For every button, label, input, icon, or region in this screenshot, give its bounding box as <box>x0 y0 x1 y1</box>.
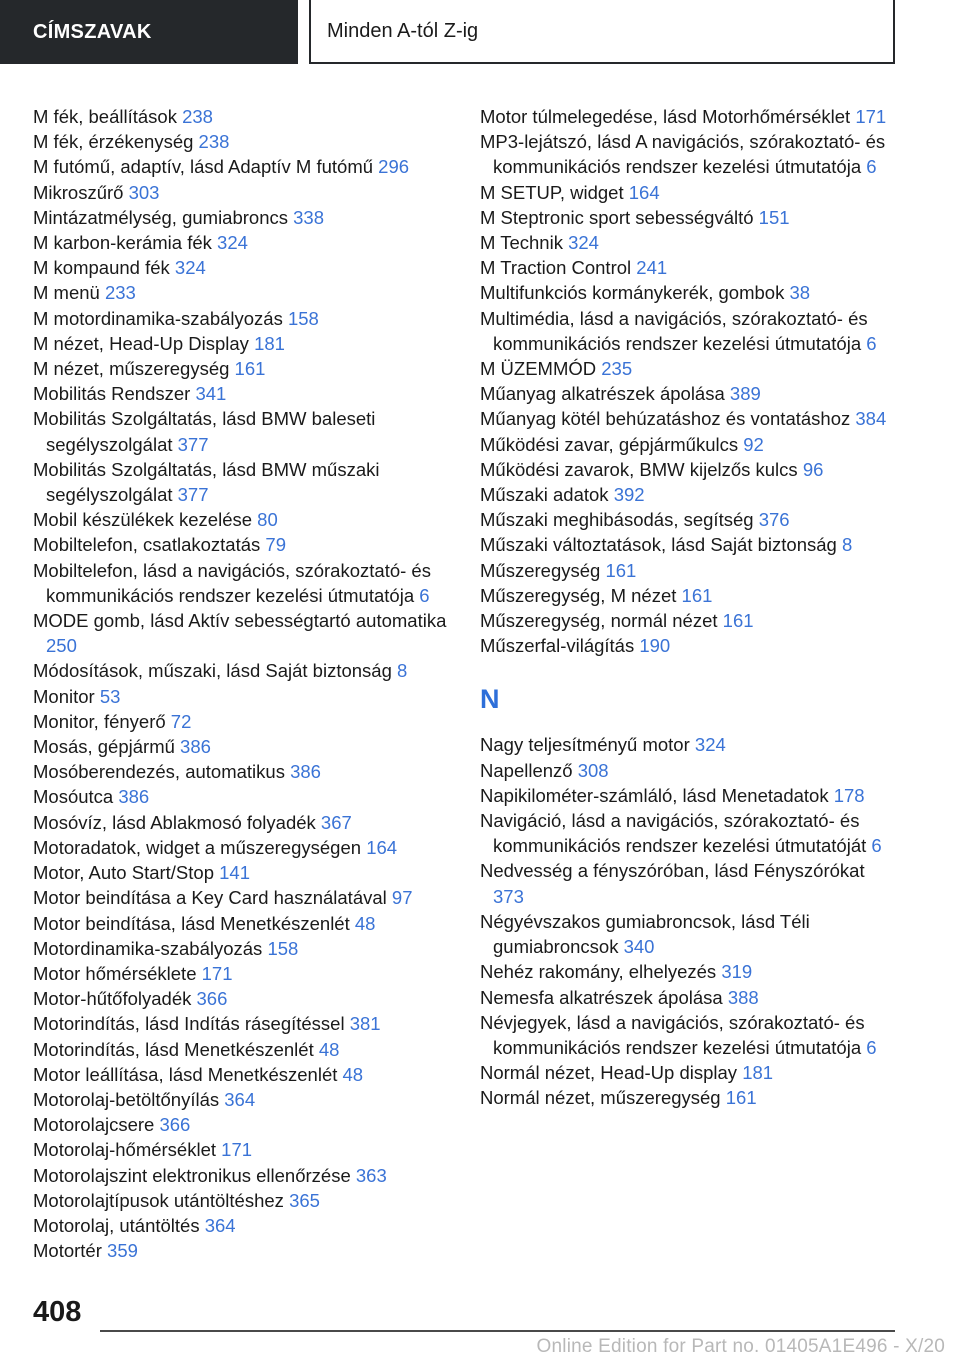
index-entry <box>480 104 900 129</box>
index-entry <box>33 709 453 734</box>
index-entry-term: Monitor, fényerő <box>33 710 166 732</box>
index-entry-page-link[interactable]: 6 <box>866 156 877 178</box>
index-entry-page-link[interactable]: 389 <box>729 383 761 405</box>
index-entry-term: Motor hőmérséklete <box>33 962 197 984</box>
index-entry-page-link[interactable]: 377 <box>177 433 209 455</box>
index-entry-term: Nagy teljesítményű motor <box>480 734 690 756</box>
index-entry-term: Mikroszűrő <box>33 181 124 203</box>
index-entry-term: Mobil készülékek kezelése <box>33 509 253 531</box>
index-entry <box>33 684 453 709</box>
index-column-right <box>480 104 900 1111</box>
index-entry <box>33 1037 453 1062</box>
index-entry-page-link[interactable]: 381 <box>349 1013 381 1035</box>
index-entry-term: Motor, Auto Start/Stop <box>33 862 214 884</box>
section-label: CÍMSZAVAK <box>0 0 298 64</box>
index-entry <box>480 280 900 305</box>
index-entry-term: Műanyag kötél behúzatáshoz és vontatáshoz <box>480 408 851 430</box>
index-entry-term: Névjegyek, lásd a navigációs, szórakoztató- és kommunikációs rendszer kezelési útmutatója <box>480 1011 865 1058</box>
index-entry <box>33 180 453 205</box>
section-letter-heading: N <box>480 684 500 715</box>
index-entry-page-link[interactable]: 324 <box>694 734 726 756</box>
index-entry <box>33 986 453 1011</box>
index-entry-page-link[interactable]: 80 <box>257 509 278 531</box>
index-entry-term: Multimédia, lásd a navigációs, szórakoztató- és kommunikációs rendszer kezelési útmutatója <box>480 307 868 354</box>
index-entry-term: M Technik <box>480 232 563 254</box>
index-entry <box>33 1188 453 1213</box>
index-entry-term: Mosóvíz, lásd Ablakmosó folyadék <box>33 811 316 833</box>
index-entry-page-link[interactable]: 233 <box>104 282 136 304</box>
index-entry-page-link[interactable]: 238 <box>198 131 230 153</box>
index-entry-page-link[interactable]: 296 <box>378 156 410 178</box>
index-entry <box>33 936 453 961</box>
index-entry <box>480 381 900 406</box>
index-entry-page-link[interactable]: 340 <box>623 936 655 958</box>
index-entry-term: Nemesfa alkatrészek ápolása <box>480 986 723 1008</box>
index-entry-page-link[interactable]: 377 <box>177 484 209 506</box>
index-entry-page-link[interactable]: 303 <box>128 181 160 203</box>
index-entry <box>33 759 453 784</box>
index-entry-page-link[interactable]: 363 <box>355 1164 387 1186</box>
index-entry-page-link[interactable]: 164 <box>628 181 660 203</box>
index-entry <box>33 1112 453 1137</box>
index-entry-term: Motoradatok, widget a műszeregységen <box>33 836 362 858</box>
index-entry-term: M motordinamika-szabályozás <box>33 307 283 329</box>
index-entry-term: Nedvesség a fényszóróban, lásd Fényszórókat <box>480 860 865 882</box>
index-entry <box>33 558 453 608</box>
index-entry-page-link[interactable]: 171 <box>221 1139 253 1161</box>
index-entry-page-link[interactable]: 158 <box>287 307 319 329</box>
index-entry-page-link[interactable]: 392 <box>613 484 645 506</box>
index-entry-term: M menü <box>33 282 100 304</box>
index-entry-term: Multifunkciós kormánykerék, gombok <box>480 282 785 304</box>
index-entry-term: Navigáció, lásd a navigációs, szórakoztató- és kommunikációs rendszer kezelési útmutatóját <box>480 810 867 857</box>
index-entry-term: Mobilitás Szolgáltatás, lásd BMW baleseti segélyszolgálat <box>33 408 376 455</box>
index-entry-term: Mosóutca <box>33 786 114 808</box>
index-entry <box>480 608 900 633</box>
footer-divider <box>100 1330 895 1332</box>
index-entry-page-link[interactable]: 161 <box>722 610 754 632</box>
index-entry-page-link[interactable]: 366 <box>196 988 228 1010</box>
index-entry-page-link[interactable]: 97 <box>391 887 413 909</box>
index-entry <box>33 835 453 860</box>
index-entry-term: Műanyag alkatrészek ápolása <box>480 383 725 405</box>
index-entry <box>480 583 900 608</box>
index-entry <box>480 1085 900 1110</box>
index-entry <box>33 205 453 230</box>
index-entry-term: Mosóberendezés, automatikus <box>33 761 285 783</box>
index-entry-term: Műszeregység <box>480 559 601 581</box>
index-entry <box>33 230 453 255</box>
index-entry <box>480 1060 900 1085</box>
index-entry <box>480 180 900 205</box>
index-entry-term: M fék, beállítások <box>33 106 177 127</box>
index-entry-page-link[interactable]: 190 <box>639 635 671 657</box>
index-entry-page-link[interactable]: 151 <box>758 206 790 228</box>
index-entry-term: M Traction Control <box>480 257 632 279</box>
index-entry-page-link[interactable]: 6 <box>866 1036 877 1058</box>
index-entry <box>480 959 900 984</box>
index-entry-term: Motorolaj, utántöltés <box>33 1214 200 1236</box>
index-entry <box>33 810 453 835</box>
index-entry <box>480 732 900 757</box>
index-entry-page-link[interactable]: 373 <box>493 885 524 907</box>
index-entry <box>33 1011 453 1036</box>
index-entry <box>480 532 900 557</box>
index-entry-term: Motor túlmelegedése, lásd Motorhőmérséklet <box>480 106 851 127</box>
footer-edition-text: Online Edition for Part no. 01405A1E496 - X/20 <box>536 1336 945 1357</box>
index-entry-page-link[interactable]: 324 <box>568 232 599 254</box>
index-entry-term: Műszaki meghibásodás, segítség <box>480 509 754 531</box>
index-entry <box>480 858 900 908</box>
index-entry <box>480 633 900 658</box>
index-entry-term: M nézet, Head-Up Display <box>33 332 249 354</box>
index-entry-page-link[interactable]: 324 <box>217 232 248 254</box>
index-entry <box>33 1163 453 1188</box>
index-column-left <box>33 104 453 1263</box>
index-entry-page-link[interactable]: 364 <box>224 1088 256 1110</box>
index-entry-page-link[interactable]: 319 <box>721 961 753 983</box>
index-entry-term: Mobiltelefon, lásd a navigációs, szórakoztató- és kommunikációs rendszer kezelési útmutatója <box>33 559 431 606</box>
index-entry-term: Motor beindítása a Key Card használatával <box>33 887 387 909</box>
index-entry-term: Motorolaj-betöltőnyílás <box>33 1088 220 1110</box>
index-entry <box>33 457 453 507</box>
index-entry-page-link[interactable]: 161 <box>234 358 266 380</box>
index-entry-term: Motorindítás, lásd Menetkészenlét <box>33 1038 314 1060</box>
index-entry <box>480 909 900 959</box>
index-entry-term: MP3-lejátszó, lásd A navigációs, szórakoztató- és kommunikációs rendszer kezelési útmutatója <box>480 131 886 178</box>
index-entry-term: Mobiltelefon, csatlakoztatás <box>33 534 261 556</box>
index-entry-page-link[interactable]: 53 <box>99 685 121 707</box>
index-entry <box>480 230 900 255</box>
index-entry <box>33 129 453 154</box>
index-entry-page-link[interactable]: 72 <box>170 710 192 732</box>
index-entry <box>33 1087 453 1112</box>
index-entry-page-link[interactable]: 6 <box>419 584 430 606</box>
index-entry-term: M nézet, műszeregység <box>33 358 230 380</box>
index-entry <box>480 482 900 507</box>
index-entry-term: M fék, érzékenység <box>33 131 194 153</box>
index-entry <box>480 406 900 431</box>
index-entry-page-link[interactable]: 171 <box>855 106 887 127</box>
index-entry-term: Normál nézet, Head-Up display <box>480 1062 738 1084</box>
index-entry <box>33 532 453 557</box>
index-entry <box>480 758 900 783</box>
index-entry-term: Monitor <box>33 685 95 707</box>
index-entry-term: Motorindítás, lásd Indítás rásegítéssel <box>33 1013 345 1035</box>
index-entry-page-link[interactable]: 386 <box>290 761 321 783</box>
index-entry <box>480 306 900 356</box>
index-entry <box>480 507 900 532</box>
index-entry-page-link[interactable]: 364 <box>204 1214 236 1236</box>
index-entry <box>33 885 453 910</box>
index-entry <box>480 255 900 280</box>
index-entry <box>480 432 900 457</box>
index-entry-page-link[interactable]: 235 <box>601 358 633 380</box>
index-entry-page-link[interactable]: 6 <box>866 332 877 354</box>
index-entry <box>480 558 900 583</box>
index-entry-page-link[interactable]: 48 <box>342 1063 364 1085</box>
index-entry-page-link[interactable]: 367 <box>320 811 352 833</box>
index-entry <box>33 658 453 683</box>
index-entry-page-link[interactable]: 181 <box>742 1062 774 1084</box>
index-entry <box>480 205 900 230</box>
index-entry <box>33 784 453 809</box>
index-entry-term: Nehéz rakomány, elhelyezés <box>480 961 717 983</box>
index-entry-page-link[interactable]: 338 <box>293 206 325 228</box>
index-entry-term: Motor-hűtőfolyadék <box>33 988 192 1010</box>
index-entry-page-link[interactable]: 92 <box>743 433 764 455</box>
index-entry-page-link[interactable]: 341 <box>195 383 227 405</box>
index-entry-term: Módosítások, műszaki, lásd Saját biztonság <box>33 660 392 682</box>
index-entry-page-link[interactable]: 250 <box>46 635 77 657</box>
index-entry-page-link[interactable]: 238 <box>182 106 213 127</box>
index-entry-term: Műszeregység, normál nézet <box>480 610 718 632</box>
index-entry-page-link[interactable]: 384 <box>855 408 887 430</box>
index-entry <box>33 507 453 532</box>
index-entry-page-link[interactable]: 161 <box>725 1087 757 1109</box>
index-entry <box>33 1137 453 1162</box>
index-entry-page-link[interactable]: 308 <box>577 759 609 781</box>
index-entry-term: Működési zavar, gépjárműkulcs <box>480 433 739 455</box>
index-entry-page-link[interactable]: 79 <box>265 534 286 556</box>
index-entry-term: Mosás, gépjármű <box>33 736 175 758</box>
index-entry-page-link[interactable]: 171 <box>201 962 233 984</box>
index-entry <box>33 306 453 331</box>
index-entry <box>33 356 453 381</box>
index-entry-term: Mobilitás Rendszer <box>33 383 191 405</box>
index-entry <box>33 734 453 759</box>
index-entry <box>33 104 453 129</box>
index-entry <box>480 1010 900 1060</box>
index-entry-term: Normál nézet, műszeregység <box>480 1087 721 1109</box>
index-entry-term: Motorolajtípusok utántöltéshez <box>33 1189 284 1211</box>
index-entry-page-link[interactable]: 6 <box>871 835 882 857</box>
index-entry-term: Mobilitás Szolgáltatás, lásd BMW műszaki segélyszolgálat <box>33 458 380 506</box>
index-entry <box>33 608 453 658</box>
index-entry <box>33 331 453 356</box>
index-entry-page-link[interactable]: 181 <box>254 332 285 354</box>
index-entry-term: Műszaki változtatások, lásd Saját biztonság <box>480 534 837 556</box>
index-entry <box>33 860 453 885</box>
index-entry <box>33 280 453 305</box>
index-entry-term: M kompaund fék <box>33 257 170 279</box>
index-entry-term: Napikilométer-számláló, lásd Menetadatok <box>480 784 829 806</box>
index-entry <box>33 1238 453 1263</box>
index-entry <box>33 961 453 986</box>
index-entry-term: Műszeregység, M nézet <box>480 584 677 606</box>
index-entry-page-link[interactable]: 388 <box>727 986 759 1008</box>
index-entry-term: Motorolajszint elektronikus ellenőrzése <box>33 1164 351 1186</box>
index-entry <box>33 406 453 456</box>
index-entry-page-link[interactable]: 359 <box>107 1240 138 1262</box>
index-entry-page-link[interactable]: 324 <box>174 257 206 279</box>
index-entry <box>33 1062 453 1087</box>
index-entry <box>480 783 900 808</box>
index-entry <box>480 457 900 482</box>
index-entry-term: Műszaki adatok <box>480 484 609 506</box>
index-entry <box>33 255 453 280</box>
index-entry-page-link[interactable]: 48 <box>354 912 376 934</box>
index-entry <box>480 985 900 1010</box>
index-entry-page-link[interactable]: 366 <box>159 1114 191 1136</box>
index-entry-term: M karbon-kerámia fék <box>33 232 212 254</box>
index-entry-term: Motordinamika-szabályozás <box>33 937 263 959</box>
index-entry-term: Műszerfal-világítás <box>480 635 635 657</box>
index-entry <box>33 911 453 936</box>
index-entry-page-link[interactable]: 48 <box>318 1038 340 1060</box>
index-entry-term: Motorolajcsere <box>33 1114 155 1136</box>
index-entry-page-link[interactable]: 164 <box>366 836 398 858</box>
index-entry-page-link[interactable]: 38 <box>789 282 811 304</box>
index-entry-term: Működési zavarok, BMW kijelzős kulcs <box>480 458 798 480</box>
index-entry-page-link[interactable]: 158 <box>267 937 299 959</box>
index-entry-term: M SETUP, widget <box>480 181 624 203</box>
section-title: Minden A-tól Z-ig <box>309 0 895 64</box>
index-entry-term: Motor leállítása, lásd Menetkészenlét <box>33 1063 338 1085</box>
index-entry-page-link[interactable]: 386 <box>118 786 150 808</box>
index-entry-term: Motor beindítása, lásd Menetkészenlét <box>33 912 350 934</box>
index-entry-page-link[interactable]: 141 <box>219 862 251 884</box>
index-entry-term: Mintázatmélység, gumiabroncs <box>33 206 288 228</box>
index-entry-page-link[interactable]: 161 <box>605 559 637 581</box>
index-entry-term: M ÜZEMMÓD <box>480 358 597 380</box>
index-entry-page-link[interactable]: 376 <box>758 509 790 531</box>
index-entry <box>33 1213 453 1238</box>
index-entry-term: M Steptronic sport sebességváltó <box>480 206 754 228</box>
page-number: 408 <box>33 1296 82 1328</box>
index-entry-page-link[interactable]: 8 <box>397 660 408 682</box>
index-entry-page-link[interactable]: 178 <box>833 784 865 806</box>
index-entry-term: Motortér <box>33 1240 102 1262</box>
index-entry-term: Motorolaj-hőmérséklet <box>33 1139 217 1161</box>
index-entry-page-link[interactable]: 365 <box>289 1189 320 1211</box>
index-entry-term: M futómű, adaptív, lásd Adaptív M futómű <box>33 156 374 178</box>
index-entry <box>480 129 900 179</box>
index-entry-page-link[interactable]: 96 <box>802 458 824 480</box>
index-entry-term: Négyévszakos gumiabroncsok, lásd Téli gumiabroncsok <box>480 910 810 958</box>
index-entry-page-link[interactable]: 386 <box>180 736 211 758</box>
page-header <box>0 0 960 64</box>
index-entry <box>480 808 900 858</box>
index-entry-page-link[interactable]: 8 <box>841 534 853 556</box>
index-entry <box>33 381 453 406</box>
index-entry-page-link[interactable]: 161 <box>681 584 713 606</box>
index-entry <box>33 154 453 179</box>
index-entry-term: Napellenző <box>480 759 573 781</box>
index-entry-term: MODE gomb, lásd Aktív sebességtartó automatika <box>33 610 447 632</box>
index-entry-page-link[interactable]: 241 <box>636 257 668 279</box>
index-entry <box>480 356 900 381</box>
